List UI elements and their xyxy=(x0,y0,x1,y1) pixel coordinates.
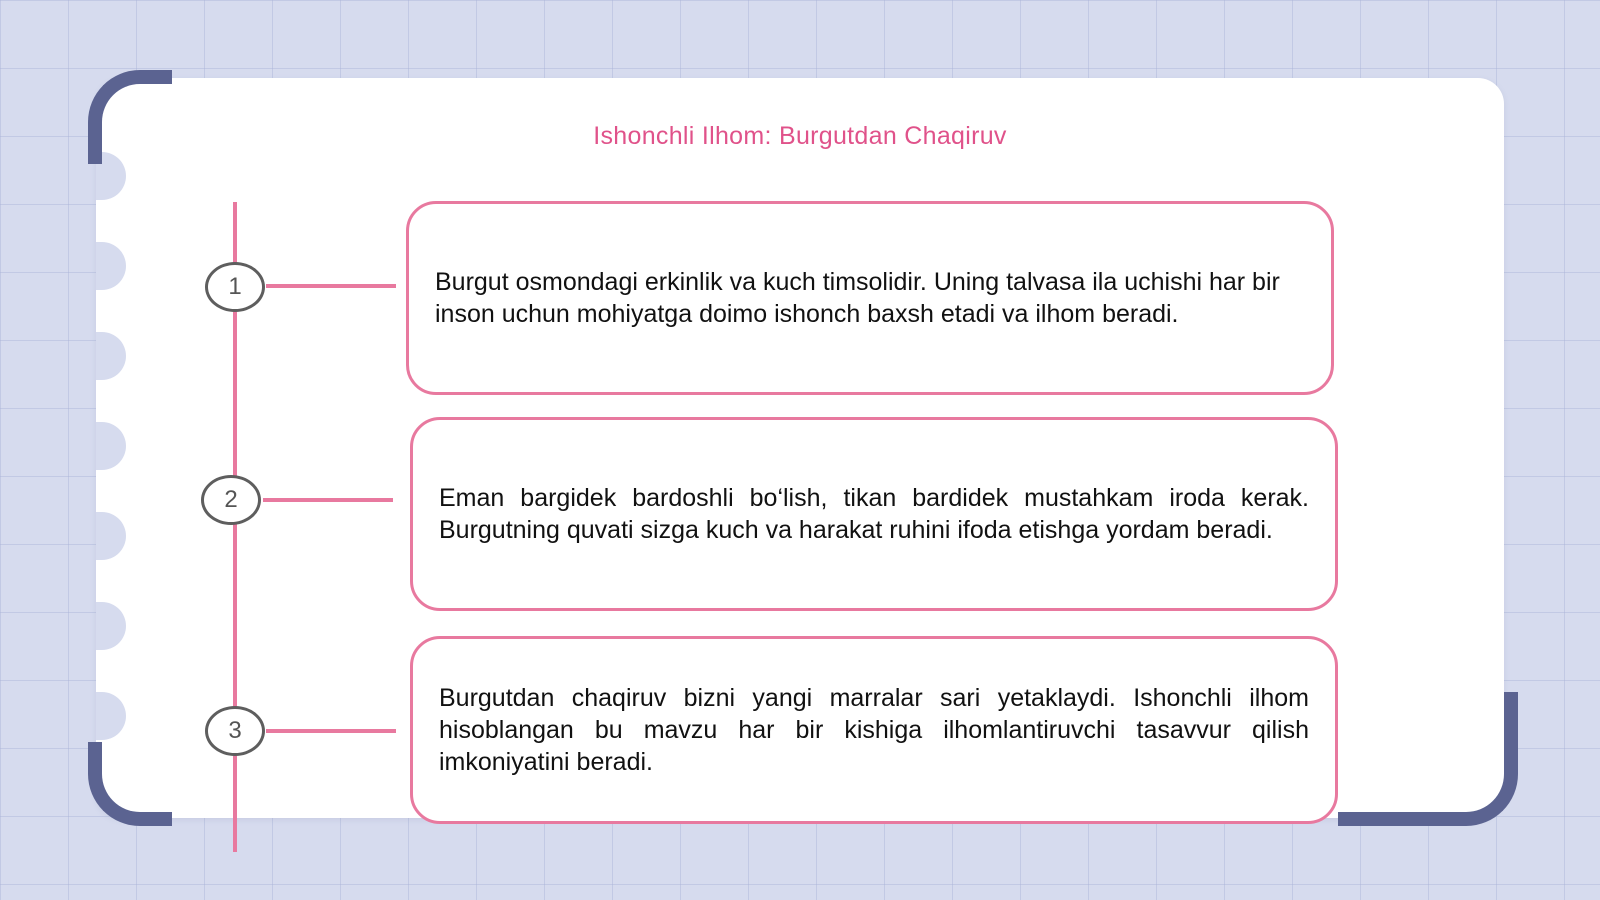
step-card xyxy=(410,417,1338,611)
timeline-connector xyxy=(266,284,396,288)
slide-title: Ishonchli Ilhom: Burgutdan Chaqiruv xyxy=(593,122,1007,150)
corner-bracket-bottom-left xyxy=(88,742,172,826)
step-number-badge: 1 xyxy=(205,262,265,312)
step-text: Burgutdan chaqiruv bizni yangi marralar sari yetaklaydi. Ishonchli ilhom hisoblangan bu mavzu har bir kishiga ilhomlantiruvchi tasavvur qilish imkoniyatini beradi. xyxy=(439,684,1309,776)
step-text: Burgut osmondagi erkinlik va kuch timsolidir. Uning talvasa ila uchishi har bir inson uchun mohiyatga doimo ishonch baxsh etadi va ilhom beradi. xyxy=(435,268,1280,328)
corner-bracket-bottom-right xyxy=(1338,692,1518,826)
step-text: Eman bargidek bardoshli bo‘lish, tikan bardidek mustahkam iroda kerak. Burgutning quvati sizga kuch va harakat ruhini ifoda etishga yordam beradi. xyxy=(439,484,1309,544)
timeline-connector xyxy=(266,729,396,733)
step-number-badge: 3 xyxy=(205,706,265,756)
step-number-badge: 2 xyxy=(201,475,261,525)
step-card xyxy=(410,636,1338,824)
step-card xyxy=(406,201,1334,395)
timeline-connector xyxy=(263,498,393,502)
